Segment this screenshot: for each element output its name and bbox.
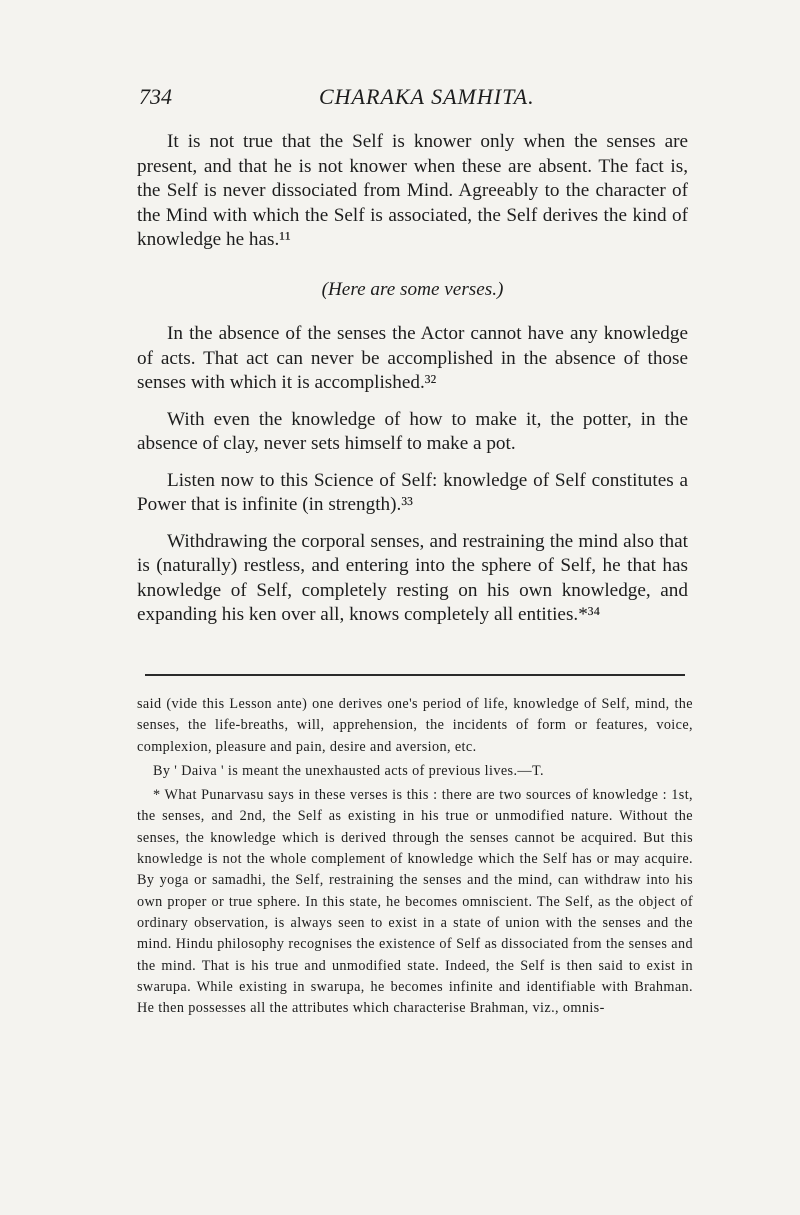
paragraph-withdrawing-senses: Withdrawing the corporal senses, and restraining the mind also that is (naturally) restless, and entering into the sphere of Self, he that has knowledge of Self, completely resting on his own knowledge, and expanding his ken over all, knows completely all entities.*³⁴ <box>137 530 688 625</box>
running-title: CHARAKA SAMHITA. <box>319 84 535 109</box>
paragraph-potter: With even the knowledge of how to make it, the potter, in the absence of clay, never sets himself to make a pot. <box>137 408 688 454</box>
paragraph-absence-of-senses: In the absence of the senses the Actor cannot have any knowledge of acts. That act can never be accomplished in the absence of those senses with which it is accomplished.³² <box>137 323 688 393</box>
verses-heading: (Here are some verses.) <box>321 278 504 300</box>
page-header <box>139 84 699 114</box>
footnote-daiva: By ' Daiva ' is meant the unexhausted acts of previous lives.—T. <box>153 762 544 779</box>
paragraph-self-knower: It is not true that the Self is knower only when the senses are present, and that he is not knower when these are absent. The fact is, the Self is never dissociated from Mind. Agreeably to the character of the Mind with which the Self is associated, the Self derives the kind of knowledge he has.¹¹ <box>137 131 688 250</box>
paragraph-science-of-self: Listen now to this Science of Self: knowledge of Self constitutes a Power that is infinite (in strength).³³ <box>137 469 688 515</box>
page-number: 734 <box>139 84 172 109</box>
footnote-continued: said (vide this Lesson ante) one derives one's period of life, knowledge of Self, mind, the senses, the life-breaths, will, apprehension, the incidents of form or features, voice, complexion, pleasure and pain, desire and aversion, etc. <box>137 696 693 755</box>
main-text <box>137 130 688 640</box>
footnote-divider <box>145 674 685 676</box>
footnotes <box>137 694 693 1022</box>
footnote-translator: * What Punarvasu says in these verses is this : there are two sources of knowledge : 1st, the senses, and 2nd, the Self as existing in his true or unmodified nature. Without the senses, the knowledge which is derived through the senses cannot be acquired. But this knowledge is not the whole complement of knowledge which the Self has or may acquire. By yoga or samadhi, the Self, restraining the senses and the mind, can withdraw into his own proper or true sphere. In this state, he becomes omniscient. The Self, as the object of ordinary observation, is always seen to exist in a state of union with the senses and the mind. Hindu philosophy recognises the existence of Self as dissociated from the senses and the mind. That is his true and unmodified state. Indeed, the Self is then said to exist in swarupa. While existing in swarupa, he becomes infinite and identifiable with Brahman. He then possesses all the attributes which characterise Brahman, viz., omnis- <box>137 787 693 1017</box>
